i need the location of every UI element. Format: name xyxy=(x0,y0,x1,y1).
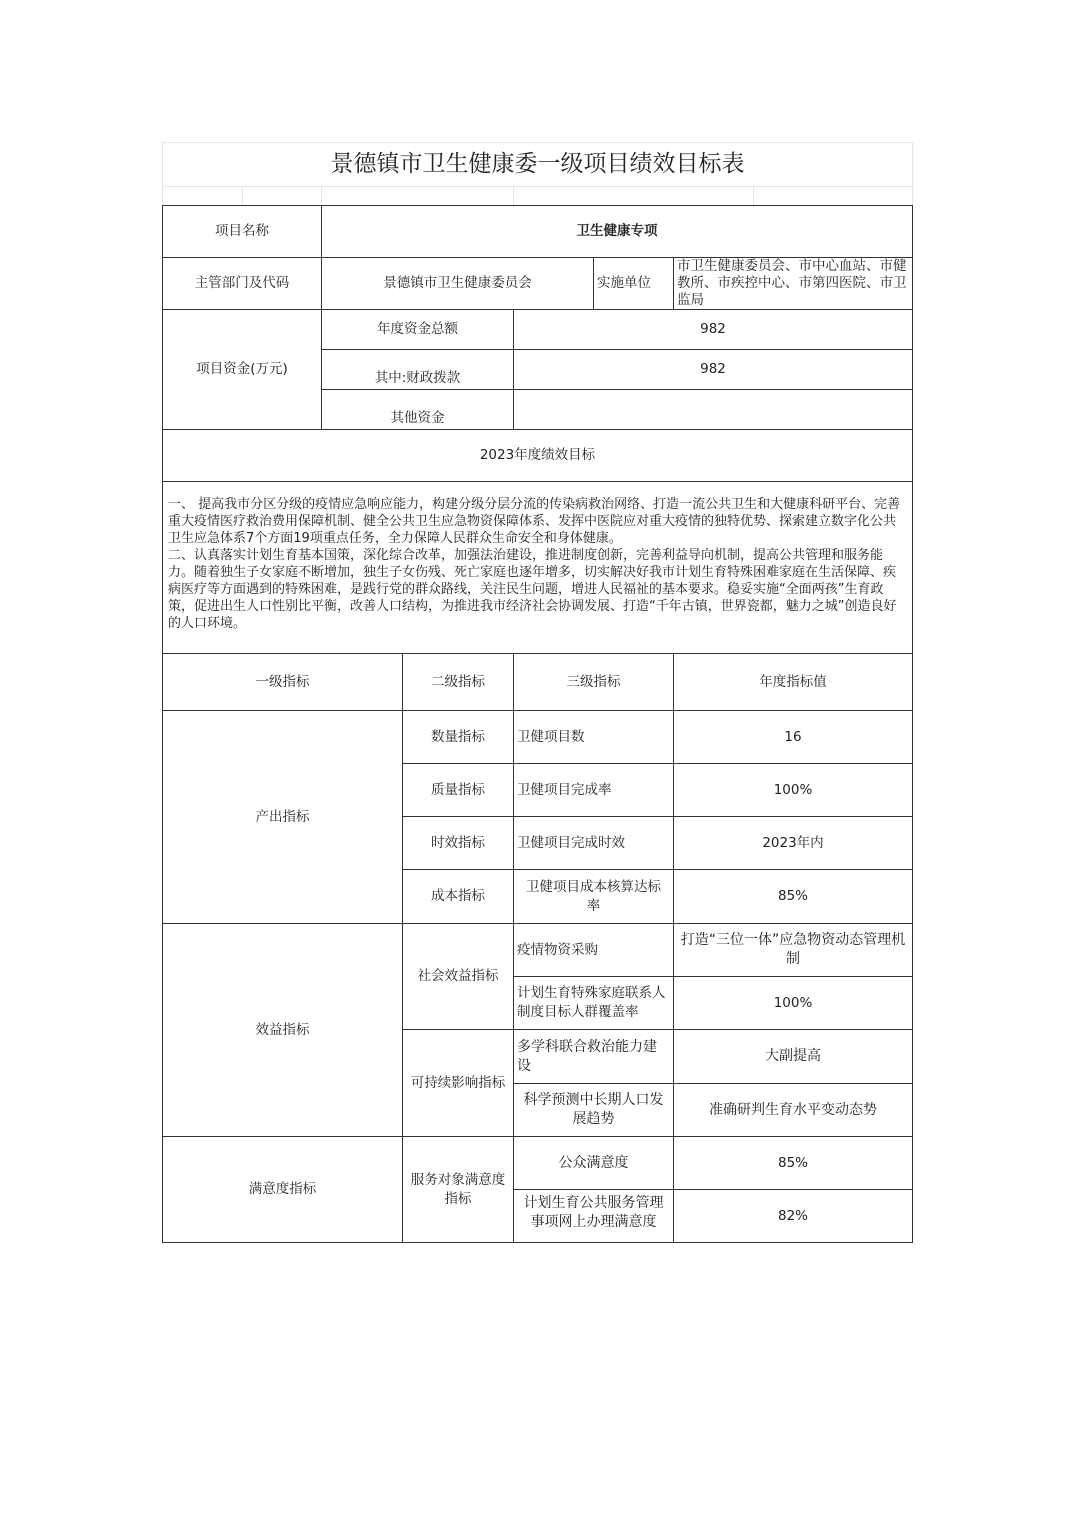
header-level2: 二级指标 xyxy=(402,653,514,711)
blank-cell xyxy=(242,186,322,206)
value-cell: 大副提高 xyxy=(673,1029,913,1084)
fund-label: 其中:财政拨款 xyxy=(321,349,514,390)
level3-cell: 科学预测中长期人口发展趋势 xyxy=(513,1083,674,1137)
fund-value xyxy=(513,389,913,430)
fund-value: 982 xyxy=(513,309,913,350)
project-name-value: 卫生健康专项 xyxy=(321,205,913,258)
goal-label: 2023年度绩效目标 xyxy=(162,429,913,482)
blank-cell xyxy=(321,186,514,206)
document-title: 景德镇市卫生健康委一级项目绩效目标表 xyxy=(162,142,913,187)
header-value: 年度指标值 xyxy=(673,653,913,711)
fund-label: 其他资金 xyxy=(321,389,514,430)
value-cell: 85% xyxy=(673,1136,913,1190)
funds-label: 项目资金(万元) xyxy=(162,309,322,430)
level2-cell: 成本指标 xyxy=(402,869,514,924)
level3-cell: 多学科联合救治能力建设 xyxy=(513,1029,674,1084)
level2-cell: 质量指标 xyxy=(402,763,514,817)
level3-cell: 公众满意度 xyxy=(513,1136,674,1190)
level3-cell: 计划生育特殊家庭联系人制度目标人群覆盖率 xyxy=(513,976,674,1030)
level1-cell: 效益指标 xyxy=(162,923,403,1137)
value-cell: 16 xyxy=(673,710,913,764)
value-cell: 准确研判生育水平变动态势 xyxy=(673,1083,913,1137)
header-level1: 一级指标 xyxy=(162,653,403,711)
impl-label: 实施单位 xyxy=(593,257,674,310)
level2-cell: 社会效益指标 xyxy=(402,923,514,1030)
value-cell: 85% xyxy=(673,869,913,924)
header-level3: 三级指标 xyxy=(513,653,674,711)
dept-label: 主管部门及代码 xyxy=(162,257,322,310)
level2-cell: 可持续影响指标 xyxy=(402,1029,514,1137)
level2-cell: 服务对象满意度指标 xyxy=(402,1136,514,1243)
dept-value: 景德镇市卫生健康委员会 xyxy=(321,257,594,310)
level2-cell: 数量指标 xyxy=(402,710,514,764)
level3-cell: 计划生育公共服务管理事项网上办理满意度 xyxy=(513,1189,674,1243)
project-name-label: 项目名称 xyxy=(162,205,322,258)
level1-cell: 满意度指标 xyxy=(162,1136,403,1243)
value-cell: 100% xyxy=(673,763,913,817)
value-cell: 82% xyxy=(673,1189,913,1243)
fund-label: 年度资金总额 xyxy=(321,309,514,350)
blank-cell xyxy=(753,186,913,206)
level3-cell: 卫健项目数 xyxy=(513,710,674,764)
level1-cell: 产出指标 xyxy=(162,710,403,924)
blank-cell xyxy=(513,186,754,206)
level3-cell: 卫健项目完成时效 xyxy=(513,816,674,870)
impl-value: 市卫生健康委员会、市中心血站、市健教所、市疾控中心、市第四医院、市卫监局 xyxy=(673,257,913,310)
level3-cell: 疫情物资采购 xyxy=(513,923,674,977)
level2-cell: 时效指标 xyxy=(402,816,514,870)
value-cell: 100% xyxy=(673,976,913,1030)
value-cell: 2023年内 xyxy=(673,816,913,870)
level3-cell: 卫健项目完成率 xyxy=(513,763,674,817)
goal-text: 一、 提高我市分区分级的疫情应急响应能力，构建分级分层分流的传染病救治网络、打造一流公共卫生和大健康科研平台、完善重大疫情医疗救治费用保障机制、健全公共卫生应急物资保障体系、发挥中医院应对重大疫情的独特优势、探索建立数字化公共卫生应急体系7个方面19项重点任务，全力保障人民群众生命安全和身体健康。 二、认真落实计划生育基本国策，深化综合改革，加强法治建设，推进制度创新，完善利益导向机制，提高公共管理和服务能力。随着独生子女家庭不断增加，独生子女伤残、死亡家庭也逐年增多，切实解决好我市计划生育特殊困难家庭在生活保障、疾病医疗等方面遇到的特殊困难，是践行党的群众路线，关注民生问题，增进人民福祉的基本要求。稳妥实施“全面两孩”生育政策，促进出生人口性别比平衡，改善人口结构，为推进我市经济社会协调发展、打造“千年古镇，世界瓷都，魅力之城”创造良好的人口环境。 xyxy=(162,481,913,654)
level3-cell: 卫健项目成本核算达标率 xyxy=(513,869,674,924)
fund-value: 982 xyxy=(513,349,913,390)
value-cell: 打造“三位一体”应急物资动态管理机制 xyxy=(673,923,913,977)
blank-cell xyxy=(162,186,243,206)
